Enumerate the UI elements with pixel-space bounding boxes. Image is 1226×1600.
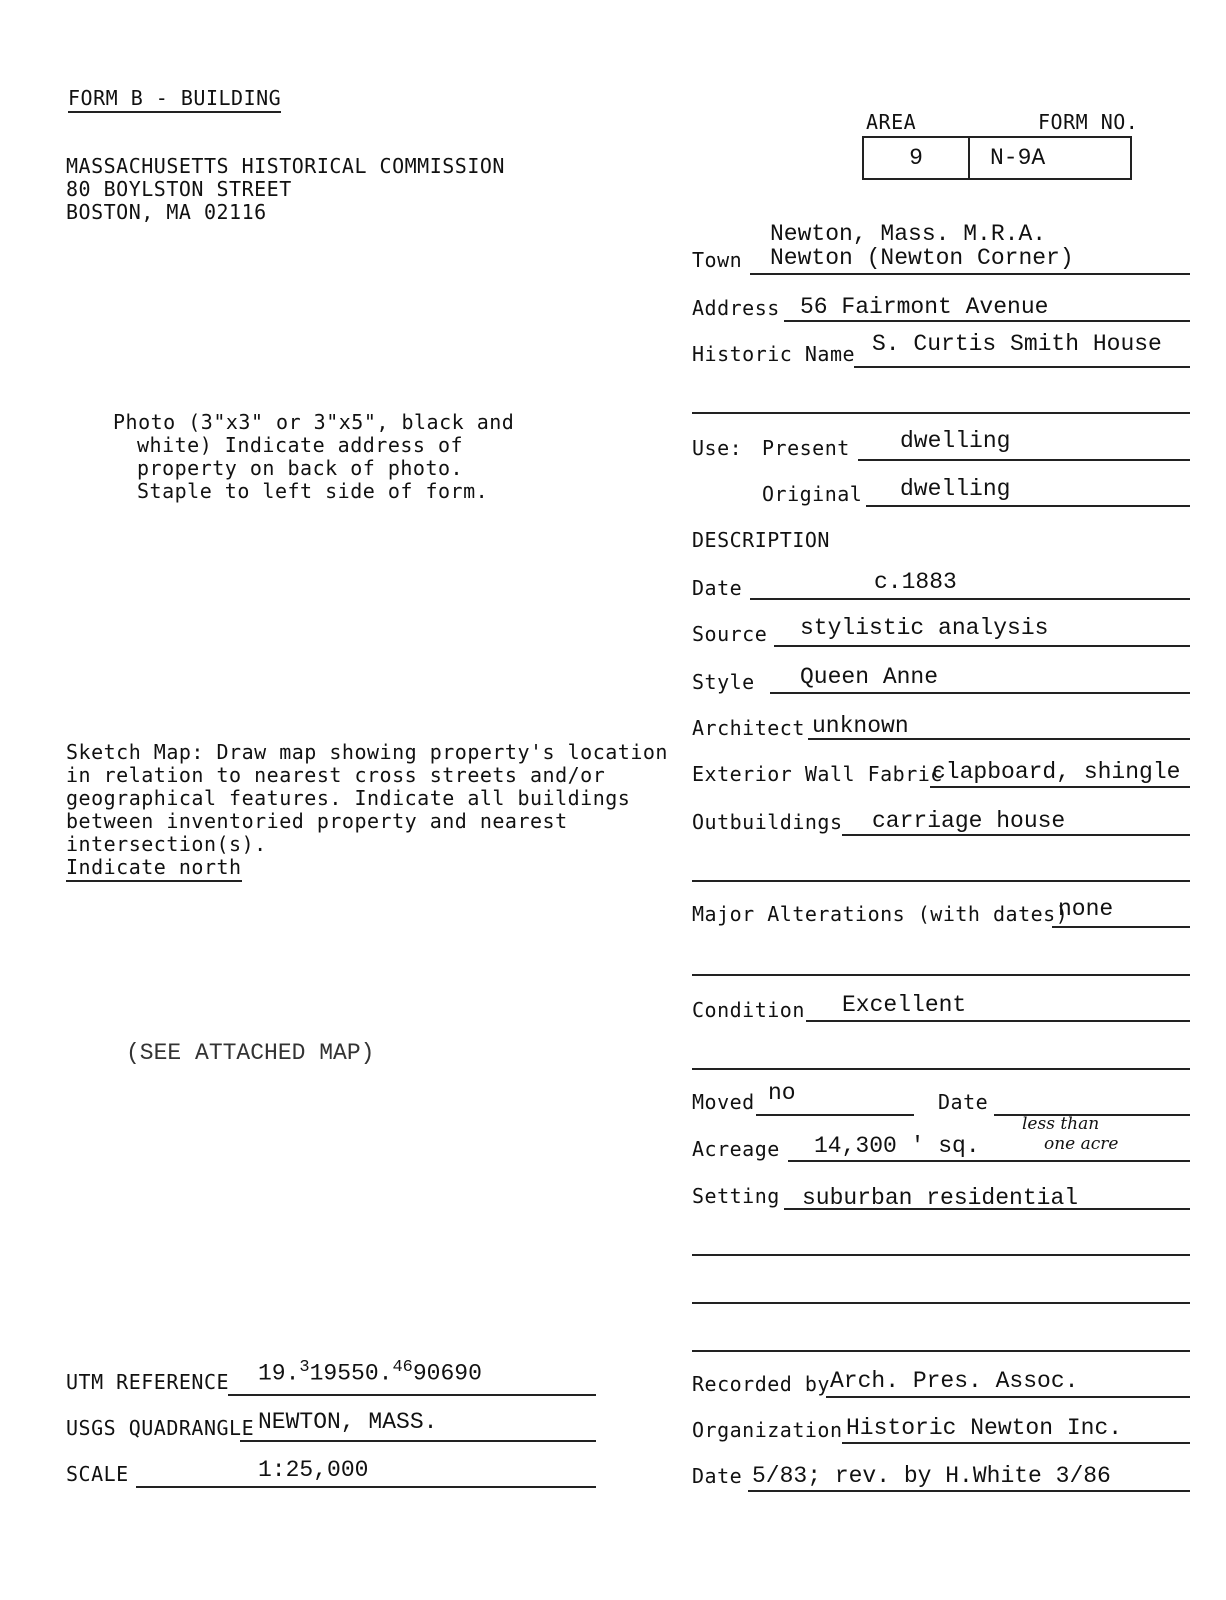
record-date-label: Date xyxy=(692,1464,743,1488)
condition-value: Excellent xyxy=(842,992,967,1018)
scale-value: 1:25,000 xyxy=(258,1457,369,1483)
photo-note-2: white) Indicate address of xyxy=(137,433,464,457)
usgs-value: NEWTON, MASS. xyxy=(258,1409,438,1435)
condition-label: Condition xyxy=(692,998,805,1022)
sketch-north: Indicate north xyxy=(66,855,242,882)
town-label: Town xyxy=(692,248,743,272)
date-label: Date xyxy=(692,576,743,600)
town-line xyxy=(750,273,1190,275)
address-line xyxy=(784,320,1190,322)
date-value: c.1883 xyxy=(874,569,957,595)
blank-line-6 xyxy=(692,1302,1190,1304)
blank-line-7 xyxy=(692,1350,1190,1352)
recorded-by-line xyxy=(826,1396,1190,1398)
recorded-by-value: Arch. Pres. Assoc. xyxy=(830,1368,1079,1394)
area-value: 9 xyxy=(909,145,923,171)
source-line xyxy=(774,645,1190,647)
acreage-note-1: less than xyxy=(1022,1114,1100,1134)
utm-line xyxy=(228,1394,596,1396)
acreage-label: Acreage xyxy=(692,1137,780,1161)
sketch-note-2: in relation to nearest cross streets and/or xyxy=(66,763,606,787)
photo-note-4: Staple to left side of form. xyxy=(137,479,489,503)
style-value: Queen Anne xyxy=(800,664,939,690)
organization-value: Historic Newton Inc. xyxy=(846,1415,1123,1441)
record-date-line xyxy=(748,1490,1190,1492)
date-line xyxy=(750,598,1190,600)
utm-label: UTM REFERENCE xyxy=(66,1370,230,1394)
utm-sup-2: 46 xyxy=(392,1358,413,1377)
org-line-2: 80 BOYLSTON STREET xyxy=(66,177,292,201)
moved-line xyxy=(756,1114,914,1116)
historic-name-value: S. Curtis Smith House xyxy=(872,331,1162,357)
style-label: Style xyxy=(692,670,755,694)
organization-line xyxy=(842,1442,1190,1444)
original-value: dwelling xyxy=(900,476,1011,502)
original-label: Original xyxy=(762,482,863,506)
acreage-value: 14,300 ' sq. xyxy=(814,1133,980,1159)
town-value: Newton (Newton Corner) xyxy=(770,245,1074,271)
historic-name-line xyxy=(854,366,1190,368)
blank-line-4 xyxy=(692,1068,1190,1070)
outbuildings-label: Outbuildings xyxy=(692,810,843,834)
original-line xyxy=(866,505,1190,507)
blank-line-3 xyxy=(692,974,1190,976)
description-label: DESCRIPTION xyxy=(692,528,830,552)
recorded-by-label: Recorded by xyxy=(692,1372,830,1396)
condition-line xyxy=(806,1020,1190,1022)
present-line xyxy=(858,459,1190,461)
setting-value: suburban residential xyxy=(802,1185,1079,1211)
utm-sup-1: 3 xyxy=(299,1358,310,1377)
acreage-note-2: one acre xyxy=(1044,1134,1119,1154)
style-line xyxy=(770,692,1190,694)
utm-zone: 19. xyxy=(258,1360,300,1387)
town-header: Newton, Mass. M.R.A. xyxy=(770,221,1047,247)
moved-date-label: Date xyxy=(938,1090,989,1114)
architect-label: Architect xyxy=(692,716,805,740)
organization-label: Organization xyxy=(692,1418,843,1442)
historic-name-label: Historic Name xyxy=(692,342,856,366)
present-value: dwelling xyxy=(900,428,1011,454)
present-label: Present xyxy=(762,436,850,460)
exterior-wall-label: Exterior Wall Fabric xyxy=(692,762,943,786)
source-label: Source xyxy=(692,622,768,646)
photo-note-1: Photo (3"x3" or 3"x5", black and xyxy=(113,410,515,434)
formno-value: N-9A xyxy=(990,145,1046,171)
outbuildings-line xyxy=(842,834,1190,836)
source-value: stylistic analysis xyxy=(800,615,1049,641)
org-line-3: BOSTON, MA 02116 xyxy=(66,200,267,224)
address-label: Address xyxy=(692,296,780,320)
scale-label: SCALE xyxy=(66,1462,129,1486)
utm-easting: 19550. xyxy=(309,1360,393,1387)
acreage-line xyxy=(788,1160,1190,1162)
form-title: FORM B - BUILDING xyxy=(68,86,281,113)
utm-northing: 90690 xyxy=(412,1360,482,1387)
address-value: 56 Fairmont Avenue xyxy=(800,294,1049,320)
usgs-line xyxy=(240,1440,596,1442)
sketch-note-1: Sketch Map: Draw map showing property's location xyxy=(66,740,668,764)
alterations-label: Major Alterations (with dates) xyxy=(692,902,1069,926)
sketch-note-5: intersection(s). xyxy=(66,832,267,856)
area-formno-box xyxy=(862,136,1132,180)
usgs-label: USGS QUADRANGLE xyxy=(66,1416,255,1440)
setting-line xyxy=(784,1208,1190,1210)
moved-label: Moved xyxy=(692,1090,755,1114)
blank-line-2 xyxy=(692,880,1190,882)
use-label: Use: xyxy=(692,436,743,460)
sketch-note-4: between inventoried property and nearest xyxy=(66,809,568,833)
org-line-1: MASSACHUSETTS HISTORICAL COMMISSION xyxy=(66,154,505,178)
setting-label: Setting xyxy=(692,1184,780,1208)
exterior-wall-value: clapboard, shingle xyxy=(932,759,1181,785)
architect-value: unknown xyxy=(812,713,909,739)
photo-note-3: property on back of photo. xyxy=(137,456,464,480)
alterations-value: none xyxy=(1058,896,1114,922)
exterior-wall-line xyxy=(930,786,1190,788)
architect-line xyxy=(808,738,1190,740)
sketch-note-3: geographical features. Indicate all buildings xyxy=(66,786,631,810)
outbuildings-value: carriage house xyxy=(872,808,1066,834)
blank-line-1 xyxy=(692,412,1190,414)
blank-line-5 xyxy=(692,1254,1190,1256)
scale-line xyxy=(136,1486,596,1488)
formno-label: FORM NO. xyxy=(1038,110,1139,134)
moved-value: no xyxy=(768,1080,796,1106)
alterations-line xyxy=(1052,926,1190,928)
see-attached-map: (SEE ATTACHED MAP) xyxy=(126,1040,375,1066)
utm-value xyxy=(258,1358,482,1387)
area-label: AREA xyxy=(866,110,917,134)
record-date-value: 5/83; rev. by H.White 3/86 xyxy=(752,1463,1111,1489)
